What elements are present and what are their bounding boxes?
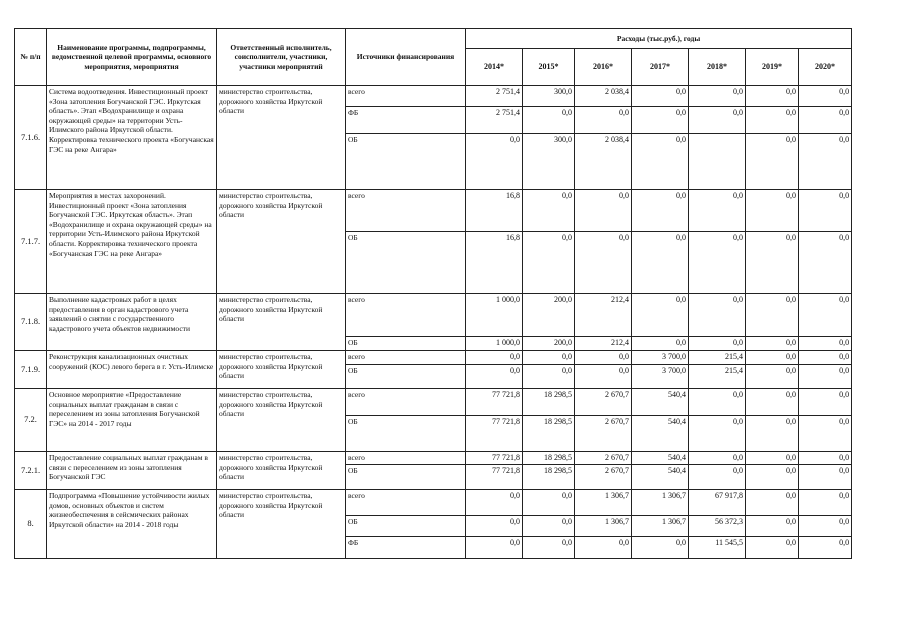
funding-source: всего	[346, 294, 466, 337]
expense-value: 0,0	[799, 337, 852, 351]
expense-value: 0,0	[799, 452, 852, 465]
expense-value: 77 721,8	[466, 389, 523, 416]
expense-value: 0,0	[799, 537, 852, 559]
expense-value: 1 000,0	[466, 337, 523, 351]
expense-value: 1 306,7	[632, 490, 689, 516]
expense-value: 0,0	[689, 190, 746, 232]
expense-value: 67 917,8	[689, 490, 746, 516]
expense-value: 0,0	[799, 294, 852, 337]
header-year-2014: 2014*	[466, 49, 523, 86]
expense-value: 0,0	[632, 337, 689, 351]
expense-value: 0,0	[799, 365, 852, 389]
expense-value: 0,0	[746, 134, 799, 190]
expense-value: 0,0	[746, 537, 799, 559]
row-number: 7.1.8.	[15, 294, 47, 351]
expense-value: 0,0	[746, 232, 799, 294]
expense-value: 0,0	[523, 351, 575, 365]
table-row	[15, 190, 852, 232]
funding-source: ОБ	[346, 337, 466, 351]
expense-value: 0,0	[799, 232, 852, 294]
expense-value: 0,0	[523, 537, 575, 559]
expense-value: 540,4	[632, 452, 689, 465]
expense-value: 0,0	[632, 190, 689, 232]
expense-value: 0,0	[523, 107, 575, 134]
expense-value: 0,0	[689, 294, 746, 337]
expense-value: 16,8	[466, 232, 523, 294]
expense-value: 200,0	[523, 294, 575, 337]
budget-table-page	[14, 28, 851, 559]
program-name: Основное мероприятие «Предоставление социальных выплат гражданам в связи с переселением из зоны затопления Богучанской ГЭС» на 2014 - 2017 годы	[47, 389, 217, 452]
expense-value: 0,0	[632, 107, 689, 134]
expense-value: 0,0	[799, 190, 852, 232]
expense-value: 3 700,0	[632, 365, 689, 389]
expense-value: 1 306,7	[575, 516, 632, 537]
expense-value: 212,4	[575, 337, 632, 351]
expense-value: 0,0	[746, 86, 799, 107]
expense-value: 0,0	[746, 351, 799, 365]
expense-value: 0,0	[746, 190, 799, 232]
expense-value: 0,0	[575, 190, 632, 232]
expense-value: 18 298,5	[523, 452, 575, 465]
expense-value: 540,4	[632, 389, 689, 416]
expense-value: 0,0	[632, 134, 689, 190]
expense-value: 0,0	[799, 465, 852, 490]
expense-value: 0,0	[746, 465, 799, 490]
expense-value: 540,4	[632, 465, 689, 490]
program-name: Реконструкция канализационных очистных сооружений (КОС) левого берега в г. Усть-Илимске	[47, 351, 217, 389]
expense-value: 0,0	[523, 490, 575, 516]
expense-value: 0,0	[746, 107, 799, 134]
expense-value: 2 038,4	[575, 134, 632, 190]
expense-value: 0,0	[632, 537, 689, 559]
expense-value: 0,0	[689, 389, 746, 416]
expense-value: 0,0	[689, 337, 746, 351]
expense-value: 77 721,8	[466, 452, 523, 465]
expense-value: 0,0	[689, 452, 746, 465]
expense-value: 0,0	[799, 490, 852, 516]
expense-value: 77 721,8	[466, 465, 523, 490]
expense-value: 0,0	[799, 134, 852, 190]
expense-value: 11 545,5	[689, 537, 746, 559]
table-row	[15, 351, 852, 365]
funding-source: всего	[346, 389, 466, 416]
expense-value: 2 670,7	[575, 416, 632, 452]
row-number: 7.1.9.	[15, 351, 47, 389]
expense-value: 0,0	[632, 86, 689, 107]
expense-value: 0,0	[466, 351, 523, 365]
header-name: Наименование программы, подпрограммы, ведомственной целевой программы, основного мероприятия, мероприятия	[47, 29, 217, 86]
header-source: Источники финансирования	[346, 29, 466, 86]
expense-value: 0,0	[799, 416, 852, 452]
expense-value: 0,0	[523, 190, 575, 232]
table-row	[15, 86, 852, 107]
expense-value: 0,0	[799, 389, 852, 416]
funding-source: всего	[346, 351, 466, 365]
expense-value: 200,0	[523, 337, 575, 351]
expense-value: 0,0	[746, 337, 799, 351]
expense-value: 0,0	[689, 465, 746, 490]
expense-value: 2 670,7	[575, 389, 632, 416]
table-row	[15, 490, 852, 516]
table-body	[15, 86, 852, 559]
expense-value: 1 000,0	[466, 294, 523, 337]
funding-source: ОБ	[346, 516, 466, 537]
expense-value: 2 670,7	[575, 465, 632, 490]
expense-value: 215,4	[689, 365, 746, 389]
expense-value: 16,8	[466, 190, 523, 232]
row-number: 7.2.	[15, 389, 47, 452]
expense-value: 18 298,5	[523, 389, 575, 416]
expense-value: 0,0	[523, 232, 575, 294]
expense-value: 0,0	[632, 294, 689, 337]
expense-value: 18 298,5	[523, 465, 575, 490]
header-year-2020: 2020*	[799, 49, 852, 86]
row-number: 7.1.7.	[15, 190, 47, 294]
expense-value: 2 670,7	[575, 452, 632, 465]
funding-source: ФБ	[346, 107, 466, 134]
expense-value: 0,0	[799, 86, 852, 107]
header-num: № п/п	[15, 29, 47, 86]
expense-value: 0,0	[632, 232, 689, 294]
funding-source: всего	[346, 452, 466, 465]
expense-value: 215,4	[689, 351, 746, 365]
executor: министерство строительства, дорожного хозяйства Иркутской области	[217, 452, 346, 490]
header-year-2016: 2016*	[575, 49, 632, 86]
executor: министерство строительства, дорожного хозяйства Иркутской области	[217, 190, 346, 294]
expense-value: 300,0	[523, 134, 575, 190]
expense-value: 18 298,5	[523, 416, 575, 452]
expense-value: 0,0	[466, 365, 523, 389]
table-row	[15, 389, 852, 416]
expense-value: 0,0	[689, 232, 746, 294]
expense-value: 0,0	[466, 537, 523, 559]
row-number: 7.1.6.	[15, 86, 47, 190]
header-executor: Ответственный исполнитель, соисполнители, участники, участники мероприятий	[217, 29, 346, 86]
header-year-2015: 2015*	[523, 49, 575, 86]
executor: министерство строительства, дорожного хозяйства Иркутской области	[217, 351, 346, 389]
expense-value: 1 306,7	[632, 516, 689, 537]
program-name: Выполнение кадастровых работ в целях предоставления в орган кадастрового учета заявлений о снятии с государственного кадастрового учета объектов недвижимости	[47, 294, 217, 351]
expense-value: 0,0	[689, 416, 746, 452]
expense-value: 212,4	[575, 294, 632, 337]
expense-value: 56 372,3	[689, 516, 746, 537]
funding-source: ОБ	[346, 232, 466, 294]
expense-value: 0,0	[799, 107, 852, 134]
expense-value: 3 700,0	[632, 351, 689, 365]
header-year-2017: 2017*	[632, 49, 689, 86]
expense-value: 0,0	[523, 365, 575, 389]
executor: министерство строительства, дорожного хозяйства Иркутской области	[217, 294, 346, 351]
expense-value: 0,0	[746, 416, 799, 452]
expense-value: 0,0	[746, 516, 799, 537]
expense-value: 0,0	[799, 351, 852, 365]
header-expenses: Расходы (тыс.руб.), годы	[466, 29, 852, 49]
expense-value: 0,0	[523, 516, 575, 537]
header-year-2019: 2019*	[746, 49, 799, 86]
expense-value: 0,0	[575, 107, 632, 134]
row-number: 8.	[15, 490, 47, 559]
expense-value: 0,0	[575, 365, 632, 389]
expense-value: 0,0	[746, 490, 799, 516]
expense-value: 2 751,4	[466, 86, 523, 107]
expense-value: 77 721,8	[466, 416, 523, 452]
budget-table	[14, 28, 852, 559]
funding-source: ОБ	[346, 134, 466, 190]
expense-value: 0,0	[746, 452, 799, 465]
row-number: 7.2.1.	[15, 452, 47, 490]
funding-source: ФБ	[346, 537, 466, 559]
program-name: Предоставление социальных выплат гражданам в связи с переселением из зоны затопления Богучанской ГЭС	[47, 452, 217, 490]
expense-value	[689, 134, 746, 190]
executor: министерство строительства, дорожного хозяйства Иркутской области	[217, 490, 346, 559]
expense-value: 300,0	[523, 86, 575, 107]
expense-value: 0,0	[575, 537, 632, 559]
funding-source: всего	[346, 86, 466, 107]
expense-value: 0,0	[746, 389, 799, 416]
executor: министерство строительства, дорожного хозяйства Иркутской области	[217, 389, 346, 452]
funding-source: ОБ	[346, 416, 466, 452]
expense-value: 0,0	[575, 351, 632, 365]
expense-value: 0,0	[746, 294, 799, 337]
funding-source: ОБ	[346, 465, 466, 490]
expense-value: 0,0	[575, 232, 632, 294]
program-name: Мероприятия в местах захоронений. Инвестиционный проект «Зона затопления Богучанской ГЭС. Иркутская область». Этап «Водохранилище и охрана окружающей среды» на территории Усть-Илимского района Иркутской области. Корректировка технического проекта «Богучанская ГЭС на реке Ангара»	[47, 190, 217, 294]
expense-value: 540,4	[632, 416, 689, 452]
expense-value: 2 751,4	[466, 107, 523, 134]
funding-source: всего	[346, 190, 466, 232]
expense-value: 0,0	[746, 365, 799, 389]
expense-value: 0,0	[689, 86, 746, 107]
expense-value: 0,0	[689, 107, 746, 134]
funding-source: ОБ	[346, 365, 466, 389]
expense-value: 0,0	[799, 516, 852, 537]
table-row	[15, 294, 852, 337]
executor: министерство строительства, дорожного хозяйства Иркутской области	[217, 86, 346, 190]
expense-value: 1 306,7	[575, 490, 632, 516]
expense-value: 0,0	[466, 516, 523, 537]
expense-value: 2 038,4	[575, 86, 632, 107]
header-year-2018: 2018*	[689, 49, 746, 86]
expense-value: 0,0	[466, 490, 523, 516]
table-row	[15, 452, 852, 465]
expense-value: 0,0	[466, 134, 523, 190]
program-name: Система водоотведения. Инвестиционный проект «Зона затопления Богучанской ГЭС. Иркутская область». Этап «Водохранилище и охрана окружающей среды» на территории Усть-Илимского района Иркутской области. Корректировка технического проекта «Богучанская ГЭС на реке Ангара»	[47, 86, 217, 190]
funding-source: всего	[346, 490, 466, 516]
program-name: Подпрограмма «Повышение устойчивости жилых домов, основных объектов и систем жизнеобеспечения в сейсмических районах Иркутской области» на 2014 - 2018 годы	[47, 490, 217, 559]
